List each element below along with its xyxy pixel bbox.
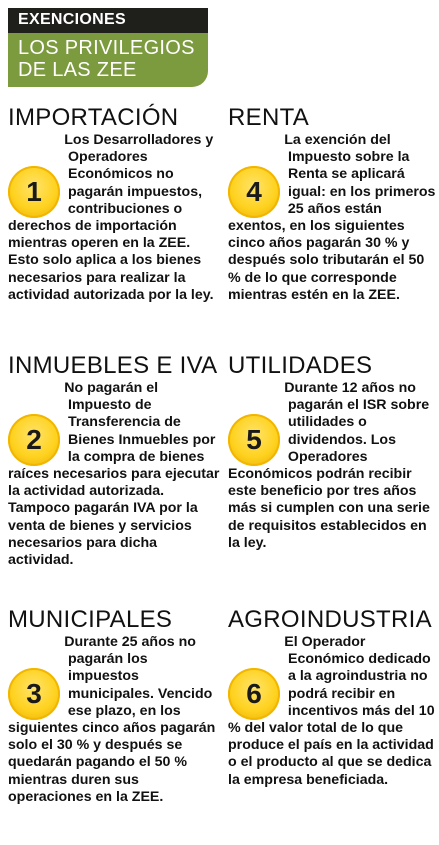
number-label: 1 <box>26 176 42 208</box>
number-badge-6 <box>228 668 280 720</box>
section-text: No pagarán el Impuesto de Transferencia de Bienes Inmuebles por la compra de bienes raíces necesarios para ejecutar la actividad autorizada. Tampoco pagarán IVA por la venta de bienes y servicios necesarios para dicha actividad. <box>8 380 220 569</box>
number-badge-5 <box>228 414 280 466</box>
section-title: UTILIDADES <box>228 352 373 379</box>
number-badge-4 <box>228 166 280 218</box>
number-label: 4 <box>246 176 262 208</box>
number-label: 6 <box>246 678 262 710</box>
section-title: IMPORTACIÓN <box>8 104 179 131</box>
section-inmuebles-iva <box>8 352 220 569</box>
section-importacion <box>8 104 220 304</box>
section-text: Durante 25 años no pagarán los impuestos municipales. Vencido ese plazo, en los siguientes cinco años pagarán solo el 30 % y después se quedarán pagando el 50 % mientras duren sus operaciones en la ZEE. <box>8 634 216 805</box>
number-badge-1 <box>8 166 60 218</box>
number-badge-3 <box>8 668 60 720</box>
section-text: El Operador Económico dedicado a la agroindustria no podrá recibir en incentivos más del 10 % del valor total de lo que produce el país en la actividad o el producto al que se dedica la empresa beneficiada. <box>228 634 435 788</box>
number-label: 2 <box>26 424 42 456</box>
number-label: 5 <box>246 424 262 456</box>
section-utilidades <box>228 352 439 552</box>
number-badge-2 <box>8 414 60 466</box>
section-text: Los Desarrolladores y Operadores Económicos no pagarán impuestos, contribuciones o derechos de importación mientras operen en la ZEE. Esto solo aplica a los bienes necesarios para realizar la actividad autorizada por la ley. <box>8 132 214 303</box>
section-municipales <box>8 606 220 806</box>
section-title: AGROINDUSTRIA <box>228 606 432 633</box>
section-agroindustria <box>228 606 439 789</box>
section-text: La exención del Impuesto sobre la Renta se aplicará igual: en los primeros 25 años están exentos, en los siguientes cinco años pagarán 30 % y después solo tributarán el 50 % de lo que corresponde mientras estén en la ZEE. <box>228 132 436 303</box>
section-title: RENTA <box>228 104 310 131</box>
section-renta <box>228 104 439 304</box>
header-kicker: EXENCIONES <box>18 11 126 28</box>
header-title-bar <box>8 33 208 87</box>
header-title: LOS PRIVILEGIOS DE LAS ZEE <box>18 37 195 81</box>
header-kicker-bar <box>8 8 208 33</box>
section-title: MUNICIPALES <box>8 606 173 633</box>
section-title: INMUEBLES E IVA <box>8 352 218 379</box>
number-label: 3 <box>26 678 42 710</box>
section-text: Durante 12 años no pagarán el ISR sobre utilidades o dividendos. Los Operadores Económicos podrán recibir este beneficio por tres años más si cumplen con una serie de requisitos establecidos en la ley. <box>228 380 430 551</box>
